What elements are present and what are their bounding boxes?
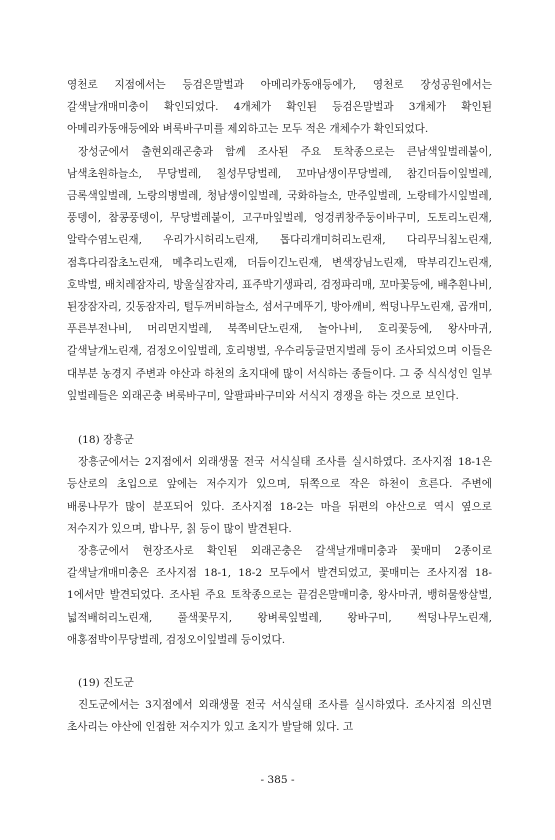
section-spacer xyxy=(67,651,492,672)
paragraph-yeongcheon-summary: 영천로 지점에서는 등검은말벌과 아메리카동애등에가, 영천로 장성공원에서는 갈색날개매미충이 확인되었다. 4개체가 확인된 등검은말벌과 3개체가 확인된 아메리카동애등에와 벼룩바구미를 제외하고는 모두 적은 개체수가 확인되었다. xyxy=(67,79,492,136)
section-heading-jindo: (19) 진도군 xyxy=(78,677,134,690)
paragraph-jangheung-species: 장흥군에서 현장조사로 확인된 외래곤충은 갈색날개매미충과 꽃매미 2종이로 갈색날개매미충은 조사지점 18-1, 18-2 모두에서 발견되었고, 꽃매미는 조사지점 18-1에서만 발견되었다. 조사된 주요 토착종으로는 끝검은말매미충, 왕사마귀, 뱅허물쌍살벌, 넓적배허리노린재, 풀색꽃무지, 왕벼룩잎벌레, 왕바구미, 썩덩나무노린재, 애홍점박이무당벌레, 검정오이잎벌레 등이었다. xyxy=(67,545,492,646)
document-body xyxy=(67,74,492,739)
paragraph-jangseong-native-species: 장성군에서 출현외래곤충과 함께 조사된 주요 토착종으로는 큰남색잎벌레붙이, 남색초원하늘소, 무당벌레, 칠성무당벌레, 꼬마남생이무당벌레, 참긴더듬이잎벌레, 금록색잎벌레, 노랑의병벌레, 청남생이잎벌레, 국화하늘소, 만주잎벌레, 노랑테가시잎벌레, 풍뎅이, 참콩풍뎅이, 무당벌레붙이, 고구마잎벌레, 엉겅퀴창주둥이바구미, 도토리노린재, 알락수염노린재, 우리가시허리노린재, 톱다리개미허리노린재, 다리무늬침노린재, 점흑다리잡초노린재, 메추리노린재, 더듬이긴노린재, 변색장님노린재, 딱부리긴노린재, 호박벌, 배치레잠자리, 방울실잠자리, 표주박기생파리, 검정파리매, 꼬마꽃등에, 배추흰나비, 된장잠자리, 깃동잠자리, 털두꺼비하늘소, 섬서구메뚜기, 방아깨비, 썩덩나무노린재, 곱개미, 푸른부전나비, 머리먼지벌레, 북쪽비단노린재, 놀아나비, 호리꽃등에, 왕사마귀, 갈색날개노린재, 검정오이잎벌레, 호리병벌, 우수리둥글먼지벌레 등이 조사되었으며 이들은 대부분 농경지 주변과 야산과 하천의 초지대에 많이 서식하는 종들이다. 그 중 식식성인 일부 잎벌레들은 외래곤충 벼룩바구미, 알팔파바구미와 서식지 경쟁을 하는 것으로 보인다. xyxy=(67,145,492,402)
paragraph-jangheung-sites: 장흥군에서는 2지점에서 외래생물 전국 서식실태 조사를 실시하였다. 조사지점 18-1은 등산로의 초입으로 앞에는 저수지가 있으며, 뒤쪽으로 작은 하천이 흐른다. 주변에 배롱나무가 많이 분포되어 있다. 조사지점 18-2는 마을 뒤편의 야산으로 역시 옆으로 저수지가 있으며, 밤나무, 칡 등이 많이 발견된다. xyxy=(67,456,492,535)
paragraph-jindo-sites: 진도군에서는 3지점에서 외래생물 전국 서식실태 조사를 실시하였다. 조사지점 의신면 초사리는 야산에 인접한 저수지가 있고 초지가 발달해 있다. 고 xyxy=(67,699,492,734)
section-heading-jangheung: (18) 장흥군 xyxy=(78,434,134,447)
page-number: - 385 - xyxy=(260,774,295,786)
section-spacer xyxy=(67,407,492,429)
